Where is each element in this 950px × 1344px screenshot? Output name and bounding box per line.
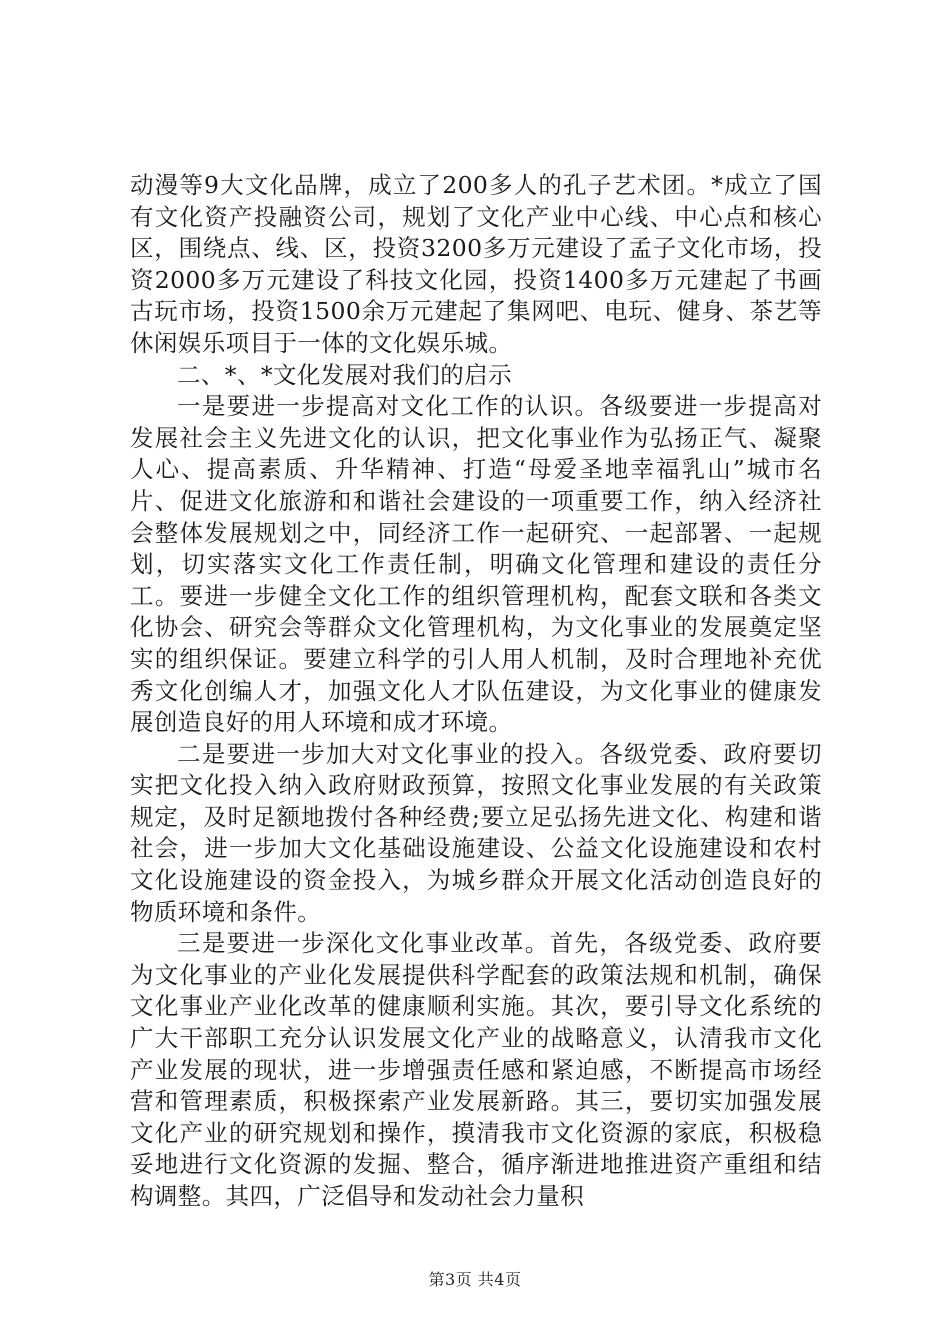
paragraph-5: 三是要进一步深化文化事业改革。首先，各级党委、政府要为文化事业的产业化发展提供科学配套的政策法规和机制，确保文化事业产业化改革的健康顺利实施。其次，要引导文化系统的广大干部职工充分认识发展文化产业的战略意义，认清我市文化产业发展的现状，进一步增强责任感和紧迫感，不断提高市场经营和管理素质，积极探索产业发展新路。其三，要切实加强发展文化产业的研究规划和操作，摸清我市文化资源的家底，积极稳妥地进行文化资源的发掘、整合，循序渐进地推进资产重组和结构调整。其四，广泛倡导和发动社会力量积	[130, 929, 822, 1210]
section-heading: 二、*、*文化发展对我们的启示	[177, 360, 512, 389]
paragraph-4: 二是要进一步加大对文化事业的投入。各级党委、政府要切实把文化投入纳入政府财政预算，按照文化事业发展的有关政策规定，及时足额地拨付各种经费;要立足弘扬先进文化、构建和谐社会，进一步加大文化基础设施建设、公益文化设施建设和农村文化设施建设的资金投入，为城乡群众开展文化活动创造良好的物质环境和条件。	[130, 739, 822, 926]
paragraph-3: 一是要进一步提高对文化工作的认识。各级要进一步提高对发展社会主义先进文化的认识，把文化事业作为弘扬正气、凝聚人心、提高素质、升华精神、打造“母爱圣地幸福乳山”城市名片、促进文化旅游和和谐社会建设的一项重要工作，纳入经济社会整体发展规划之中，同经济工作一起研究、一起部署、一起规划，切实落实文化工作责任制，明确文化管理和建设的责任分工。要进一步健全文化工作的组织管理机构，配套文联和各类文化协会、研究会等群众文化管理机构，为文化事业的发展奠定坚实的组织保证。要建立科学的引人用人机制，及时合理地补充优秀文化创编人才，加强文化人才队伍建设，为文化事业的健康发展创造良好的用人环境和成才环境。	[130, 392, 822, 737]
document-body	[130, 170, 822, 1213]
paragraph-1: 动漫等9大文化品牌，成立了200多人的孔子艺术团。*成立了国有文化资产投融资公司，规划了文化产业中心线、中心点和核心区，围绕点、线、区，投资3200多万元建设了孟子文化市场，投资2000多万元建设了科技文化园，投资1400多万元建起了书画古玩市场，投资1500余万元建起了集网吧、电玩、健身、茶艺等休闲娱乐项目于一体的文化娱乐城。	[130, 171, 822, 357]
page-number-footer: 第3页 共4页	[428, 1270, 522, 1289]
